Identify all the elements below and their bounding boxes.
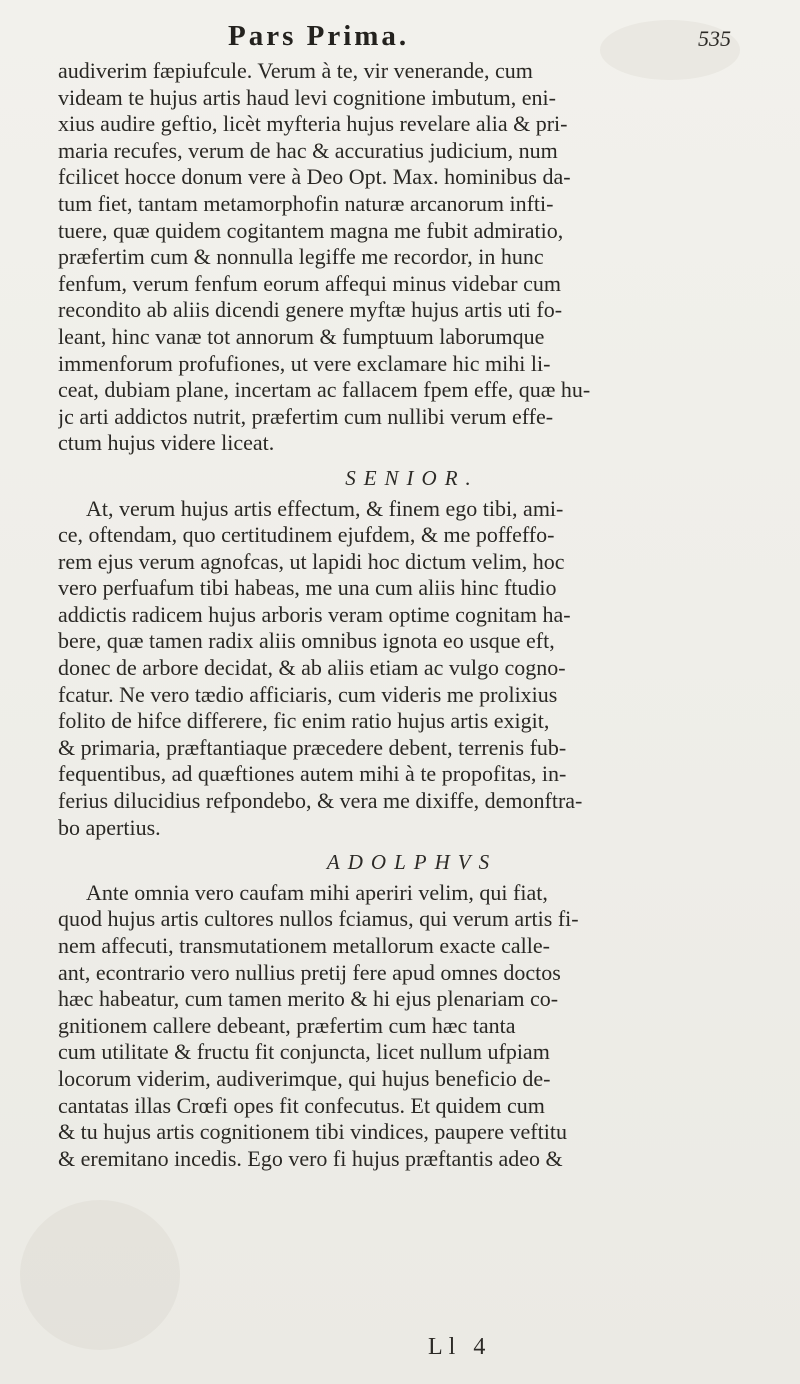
- text-line: præfertim cum & nonnulla legiffe me recordor, in hunc: [58, 244, 544, 270]
- text-line: addictis radicem hujus arboris veram optime cognitam ha-: [58, 601, 571, 627]
- text-line: fcatur. Ne vero tædio afficiaris, cum videris me prolixius: [58, 681, 558, 707]
- text-line: audiverim fæpiufcule. Verum à te, vir venerande, cum: [58, 58, 533, 83]
- text-line: cantatas illas Crœfi opes fit confecutus. Et quidem cum: [58, 1092, 545, 1118]
- text-line: Ante omnia vero caufam mihi aperiri velim, qui fiat,: [86, 879, 548, 905]
- text-line: gnitionem callere debeant, præfertim cum hæc tanta: [58, 1012, 516, 1038]
- text-line: fenfum, verum fenfum eorum affequi minus videbar cum: [58, 270, 561, 296]
- text-line: leant, hinc vanæ tot annorum & fumptuum laborumque: [58, 323, 545, 349]
- text-line: donec de arbore decidat, & ab aliis etiam ac vulgo cogno-: [58, 655, 566, 681]
- text-line: locorum viderim, audiverimque, qui hujus beneficio de-: [58, 1065, 551, 1091]
- body-text: [58, 58, 766, 1172]
- text-line: xius audire geftio, licèt myfteria hujus revelare alia & pri-: [58, 111, 568, 137]
- text-line: fequentibus, ad quæftiones autem mihi à te propofitas, in-: [58, 761, 567, 787]
- text-line: rem ejus verum agnofcas, ut lapidi hoc dictum velim, hoc: [58, 548, 565, 574]
- text-line: videam te hujus artis haud levi cognitione imbutum, eni-: [58, 84, 556, 110]
- text-line: cum utilitate & fructu fit conjuncta, licet nullum ufpiam: [58, 1039, 550, 1065]
- text-line: & eremitano incedis. Ego vero fi hujus præftantis adeo &: [58, 1145, 563, 1171]
- signature-mark: Ll 4: [428, 1334, 492, 1360]
- text-line: ant, econtrario vero nullius pretij fere apud omnes doctos: [58, 959, 561, 985]
- text-line: jc arti addictos nutrit, præfertim cum nullibi verum effe-: [58, 403, 554, 429]
- paper-stain: [20, 1200, 180, 1350]
- speaker-heading: SENIOR.: [345, 465, 479, 490]
- page-number: 535: [698, 26, 731, 51]
- page-header: [0, 18, 800, 58]
- text-line: ctum hujus videre liceat.: [58, 430, 275, 456]
- text-line: ce, oftendam, quo certitudinem ejufdem, & me poffeffo-: [58, 522, 555, 548]
- text-line: & primaria, præftantiaque præcedere debent, terrenis fub-: [58, 734, 567, 760]
- text-line: ceat, dubiam plane, incertam ac fallacem fpem effe, quæ hu-: [58, 377, 591, 403]
- text-line: fcilicet hocce donum vere à Deo Opt. Max. hominibus da-: [58, 164, 571, 190]
- text-line: hæc habeatur, cum tamen merito & hi ejus plenariam co-: [58, 986, 559, 1012]
- text-line: At, verum hujus artis effectum, & finem ego tibi, ami-: [86, 495, 564, 521]
- text-line: bere, quæ tamen radix aliis omnibus ignota eo usque eft,: [58, 628, 555, 654]
- text-line: bo apertius.: [58, 814, 161, 840]
- paragraph: [58, 465, 766, 841]
- text-line: nem affecuti, transmutationem metallorum exacte calle-: [58, 933, 550, 958]
- speaker-heading: ADOLPHVS: [326, 850, 498, 875]
- text-line: tuere, quæ quidem cogitantem magna me fubit admiratio,: [58, 217, 564, 243]
- text-line: & tu hujus artis cognitionem tibi vindices, paupere veftitu: [58, 1119, 567, 1145]
- text-line: immenforum profufiones, ut vere exclamare hic mihi li-: [58, 350, 551, 376]
- text-line: vero perfuafum tibi habeas, me una cum aliis hinc ftudio: [58, 575, 557, 601]
- text-line: tum fiet, tantam metamorphofin naturæ arcanorum infti-: [58, 190, 554, 216]
- paragraph: [58, 849, 766, 1172]
- text-line: quod hujus artis cultores nullos fciamus, qui verum artis fi-: [58, 906, 579, 932]
- running-head: Pars Prima.: [228, 20, 410, 52]
- text-line: folito de hifce differere, fic enim ratio hujus artis exigit,: [58, 708, 550, 734]
- text-line: maria recufes, verum de hac & accuratius judicium, num: [58, 137, 558, 163]
- text-line: recondito ab aliis dicendi genere myftæ hujus artis uti fo-: [58, 297, 563, 323]
- text-line: ferius dilucidius refpondebo, & vera me dixiffe, demonftra-: [58, 788, 583, 814]
- paragraph: [58, 58, 766, 457]
